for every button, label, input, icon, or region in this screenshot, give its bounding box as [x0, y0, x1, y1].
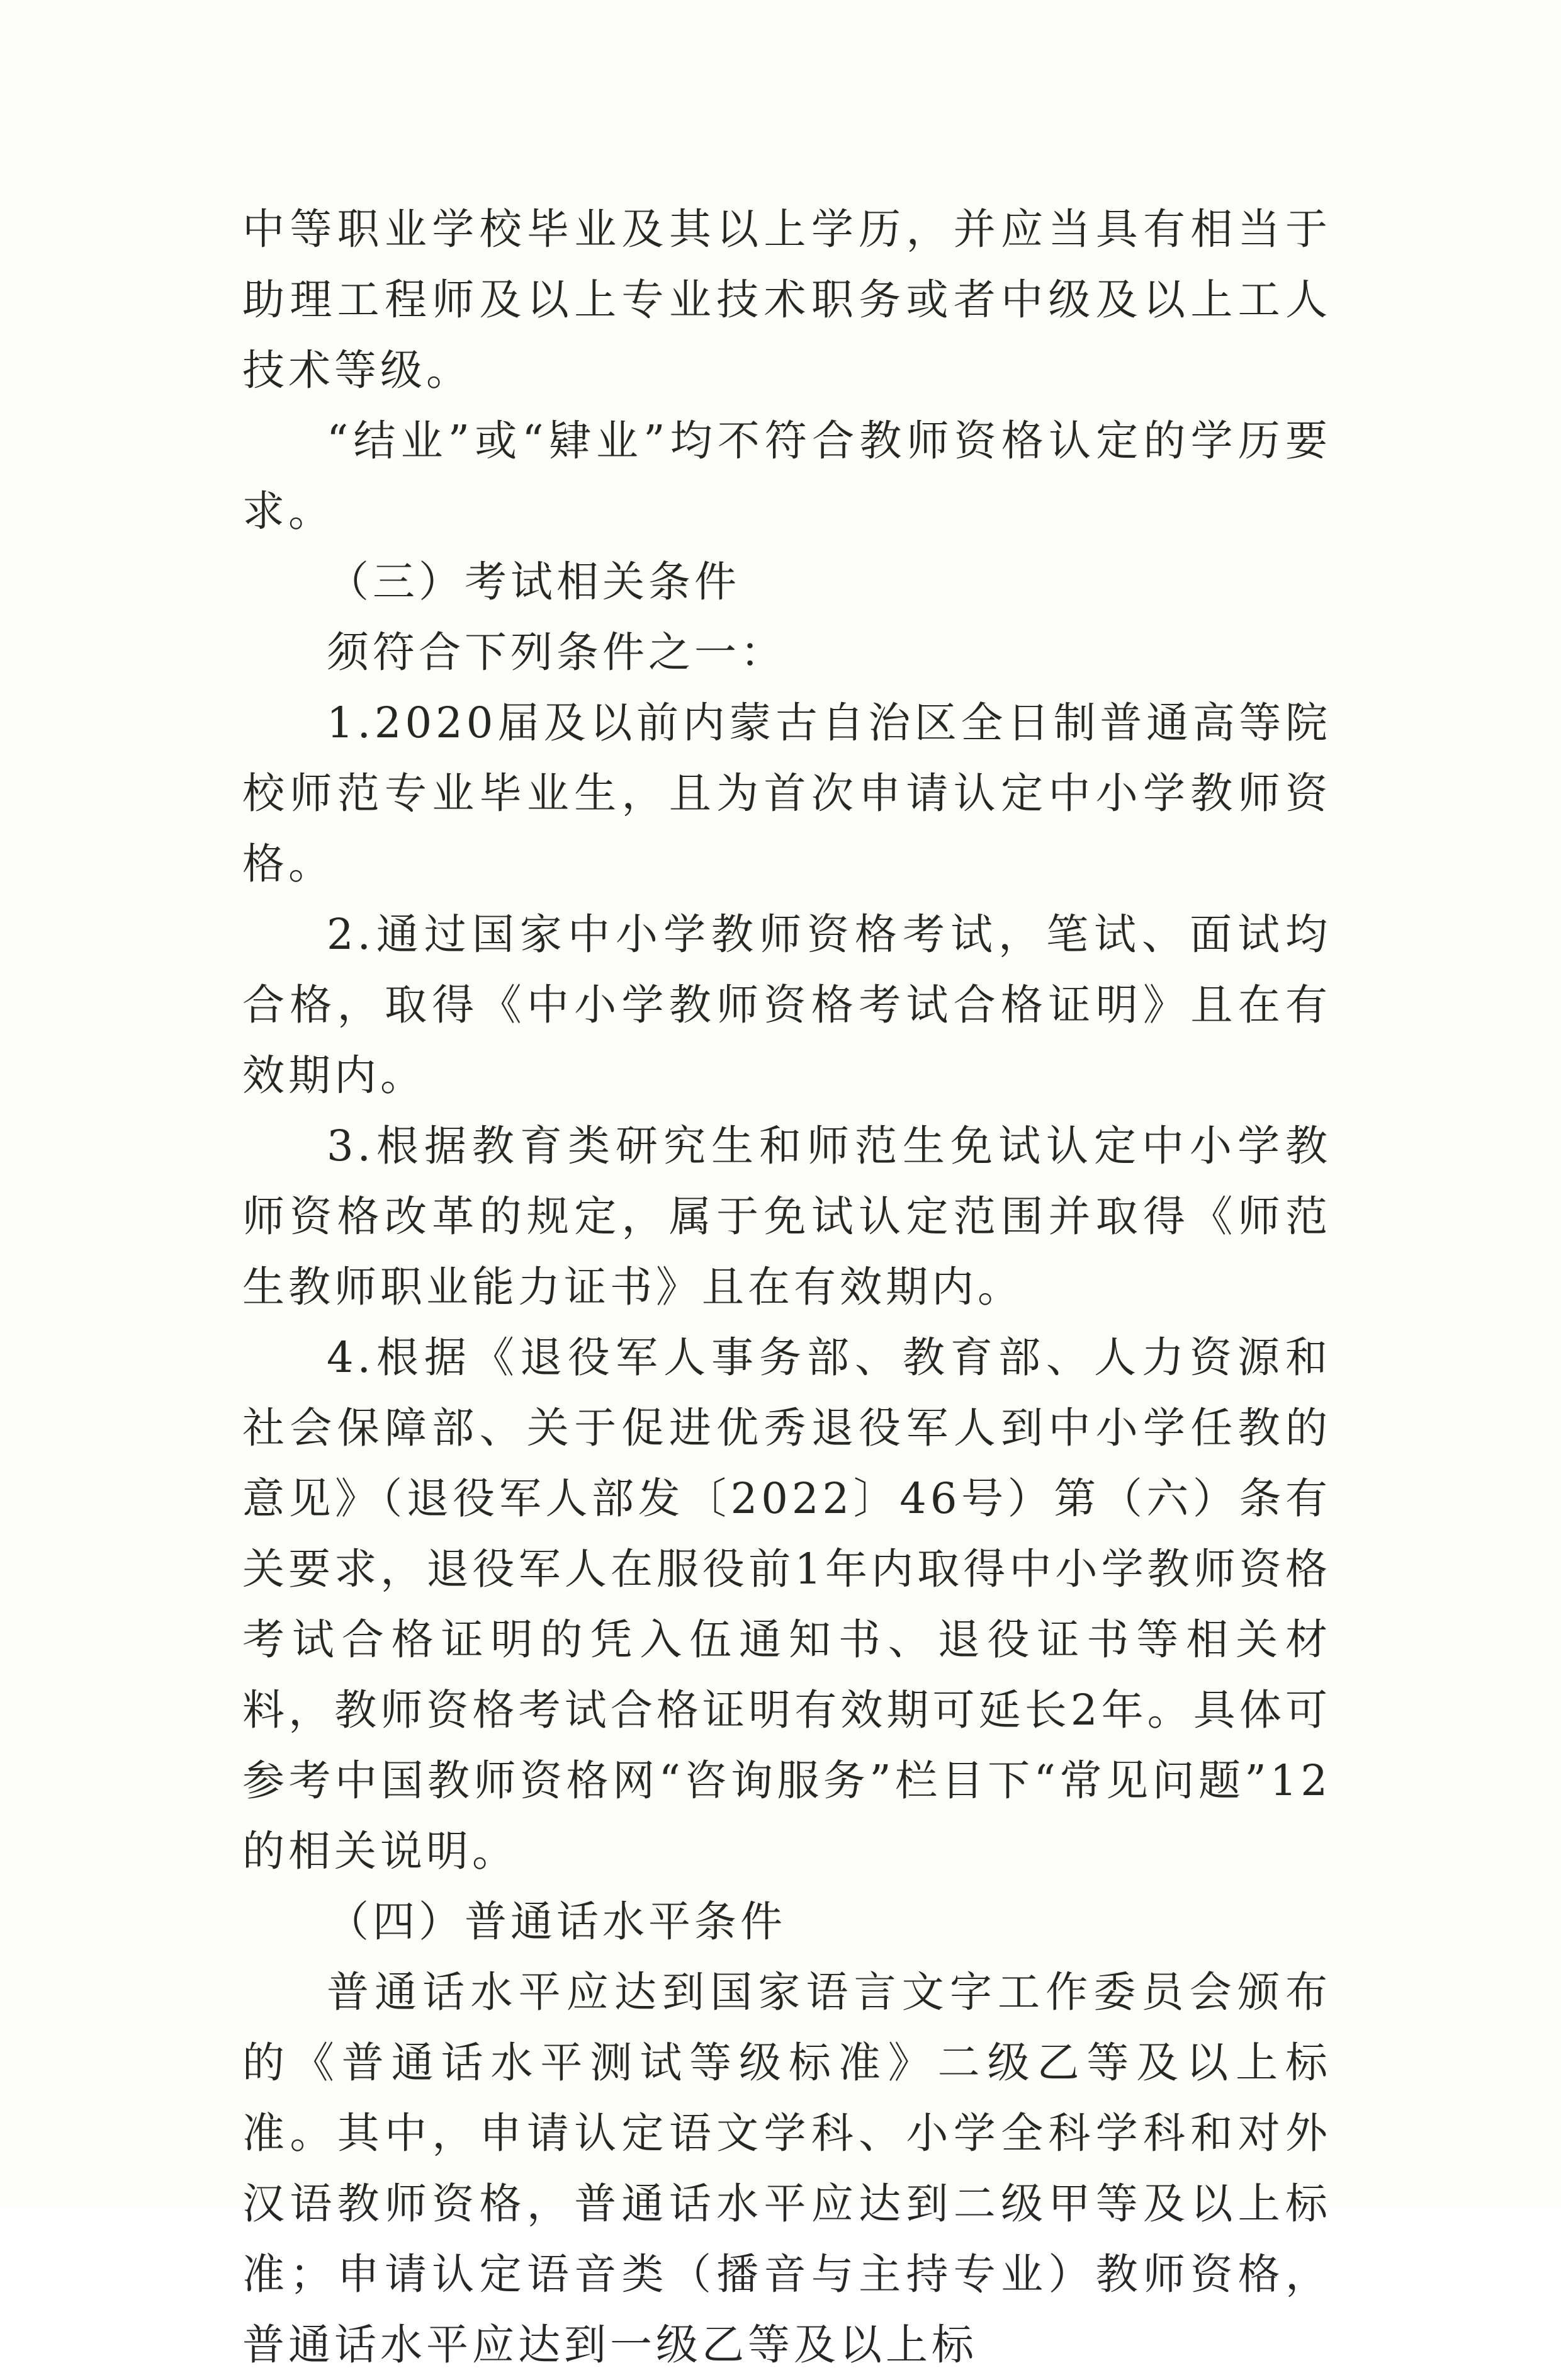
list-item-condition-1: 1.2020届及以前内蒙古自治区全日制普通高等院校师范专业毕业生，且为首次申请认定中小学教师资格。: [242, 698, 1331, 888]
paragraph-conditions-intro: 须符合下列条件之一：: [327, 628, 786, 677]
paragraph-education-continuation: 中等职业学校毕业及其以上学历，并应当具有相当于助理工程师及以上专业技术职务或者中级及以上工人技术等级。: [242, 205, 1331, 395]
list-item-condition-2: 2.通过国家中小学教师资格考试，笔试、面试均合格，取得《中小学教师资格考试合格证明》且在有效期内。: [242, 910, 1331, 1100]
paragraph-completion-note: “结业”或“肄业”均不符合教师资格认定的学历要求。: [242, 416, 1331, 536]
document-body: [242, 194, 1331, 2380]
section-heading-exam-conditions: （三）考试相关条件: [327, 557, 740, 606]
list-item-condition-4: 4.根据《退役军人事务部、教育部、人力资源和社会保障部、关于促进优秀退役军人到中小学任教的意见》（退役军人部发〔2022〕46号）第（六）条有关要求，退役军人在服役前1年内取得中小学教师资格考试合格证明的凭入伍通知书、退役证书等相关材料，教师资格考试合格证明有效期可延长2年。具体可参考中国教师资格网“咨询服务”栏目下“常见问题”12的相关说明。: [242, 1333, 1331, 1876]
list-item-condition-3: 3.根据教育类研究生和师范生免试认定中小学教师资格改革的规定，属于免试认定范围并取得《师范生教师职业能力证书》且在有效期内。: [242, 1121, 1331, 1312]
paragraph-mandarin-requirements: 普通话水平应达到国家语言文字工作委员会颁布的《普通话水平测试等级标准》二级乙等及以上标准。其中，申请认定语文学科、小学全科学科和对外汉语教师资格，普通话水平应达到二级甲等及以上标准；申请认定语音类（播音与主持专业）教师资格，普通话水平应达到一级乙等及以上标: [242, 1968, 1331, 2369]
section-heading-mandarin-conditions: （四）普通话水平条件: [327, 1897, 786, 1946]
